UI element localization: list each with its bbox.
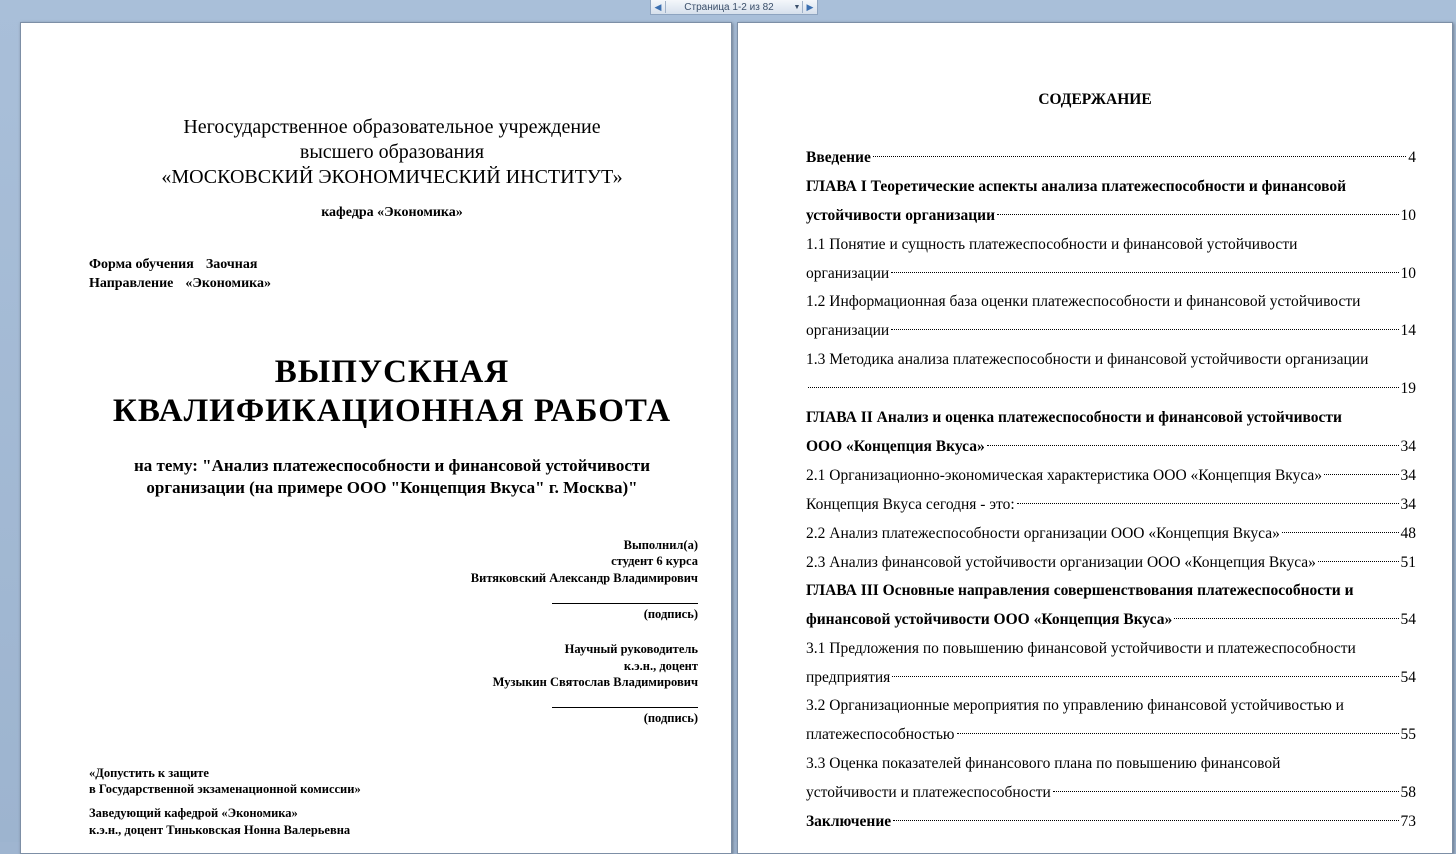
study-form-row [89, 257, 269, 273]
toc-chapter-2-title[interactable]: ГЛАВА II Анализ и оценка платежеспособности и финансовой устойчивости [806, 409, 1342, 426]
signature-label-2: (подпись) [643, 711, 698, 725]
toc-entry-1-2[interactable]: организации 14 [806, 322, 1416, 339]
toc-entry-chapter-2[interactable]: ООО «Концепция Вкуса» 34 [806, 438, 1416, 455]
toc-section-1-1-title[interactable]: 1.1 Понятие и сущность платежеспособности и финансовой устойчивости [806, 236, 1298, 253]
toc-section-1-2-title[interactable]: 1.2 Информационная база оценки платежеспособности и финансовой устойчивости [806, 293, 1361, 310]
head-of-department: Заведующий кафедрой «Экономика» [89, 806, 298, 820]
toc-entry-2-1-sub[interactable]: Концепция Вкуса сегодня - это: 34 [806, 496, 1416, 513]
toc-chapter-3-title[interactable]: ГЛАВА III Основные направления совершенствования платежеспособности и [806, 582, 1354, 599]
prev-page-button[interactable]: ◀ [654, 1, 662, 12]
head-name: к.э.н., доцент Тиньковская Нонна Валерьевна [89, 823, 351, 837]
toc-entry-2-1[interactable]: 2.1 Организационно-экономическая характеристика ООО «Концепция Вкуса» 34 [806, 467, 1416, 484]
toc-entry-3-3[interactable]: устойчивости и платежеспособности 58 [806, 784, 1416, 801]
toc-section-3-2-title[interactable]: 3.2 Организационные мероприятия по управлению финансовой устойчивостью и [806, 697, 1344, 714]
direction-label: Направление [89, 276, 174, 291]
signature-label-1: (подпись) [643, 607, 698, 621]
toc-entry-intro[interactable]: Введение 4 [806, 149, 1416, 166]
toc-entry-2-3[interactable]: 2.3 Анализ финансовой устойчивости организации ООО «Концепция Вкуса» 51 [806, 554, 1416, 571]
toc-entry-chapter-1[interactable]: устойчивости организации 10 [806, 207, 1416, 224]
supervisor-label: Научный руководитель [564, 642, 698, 656]
study-form-label: Форма обучения [89, 257, 194, 272]
institution-line-2: высшего образования [299, 141, 485, 163]
done-by-label: Выполнил(а) [623, 538, 698, 552]
student-name: Витяковский Александр Владимирович [470, 571, 698, 585]
topic-line-2: организации (на примере ООО "Концепция Вкуса" г. Москва)" [146, 478, 638, 497]
admit-line-2: в Государственной экзаменационной комиссии» [89, 782, 361, 796]
next-page-button[interactable]: ▶ [806, 1, 814, 12]
page-indicator[interactable]: Страница 1-2 из 82 [684, 1, 774, 13]
toc-entry-1-3[interactable]: 19 [806, 374, 1416, 403]
toc-section-3-3-title[interactable]: 3.3 Оценка показателей финансового плана по повышению финансовой [806, 755, 1281, 772]
toc-entry-3-1[interactable]: предприятия 54 [806, 669, 1416, 686]
toc-entry-3-2[interactable]: платежеспособностью 55 [806, 726, 1416, 743]
direction-value: «Экономика» [185, 276, 271, 291]
signature-line-2 [552, 707, 698, 708]
thesis-title-line-1: ВЫПУСКНАЯ [274, 354, 510, 390]
institution-name: «МОСКОВСКИЙ ЭКОНОМИЧЕСКИЙ ИНСТИТУТ» [161, 166, 623, 188]
toc-section-1-3-title[interactable]: 1.3 Методика анализа платежеспособности и финансовой устойчивости организации [806, 351, 1369, 368]
supervisor-degree: к.э.н., доцент [623, 659, 698, 673]
toc-title: СОДЕРЖАНИЕ [1038, 91, 1152, 108]
toc-section-3-1-title[interactable]: 3.1 Предложения по повышению финансовой устойчивости и платежеспособности [806, 640, 1356, 657]
thesis-title-line-2: КВАЛИФИКАЦИОННАЯ РАБОТА [112, 393, 672, 429]
toc-entry-1-1[interactable]: организации 10 [806, 265, 1416, 282]
topic-line-1: на тему: "Анализ платежеспособности и финансовой устойчивости [133, 456, 651, 475]
toc-entry-conclusion[interactable]: Заключение 73 [806, 813, 1416, 830]
direction-row [89, 276, 283, 292]
study-form-value: Заочная [205, 257, 258, 272]
document-page-1[interactable] [20, 22, 732, 854]
toc-chapter-1-title[interactable]: ГЛАВА I Теоретические аспекты анализа платежеспособности и финансовой [806, 178, 1347, 195]
toc-entry-chapter-3[interactable]: финансовой устойчивости ООО «Концепция Вкуса» 54 [806, 611, 1416, 628]
student-course: студент 6 курса [611, 554, 698, 568]
chevron-down-icon[interactable]: ▼ [793, 3, 801, 11]
department: кафедра «Экономика» [321, 205, 463, 220]
toc-entry-2-2[interactable]: 2.2 Анализ платежеспособности организации ООО «Концепция Вкуса» 48 [806, 525, 1416, 542]
institution-line-1: Негосударственное образовательное учреждение [183, 116, 601, 138]
page-navigator [650, 0, 818, 15]
signature-line-1 [552, 603, 698, 604]
admit-line-1: «Допустить к защите [89, 766, 209, 780]
document-page-2[interactable] [737, 22, 1453, 854]
supervisor-name: Музыкин Святослав Владимирович [492, 675, 698, 689]
